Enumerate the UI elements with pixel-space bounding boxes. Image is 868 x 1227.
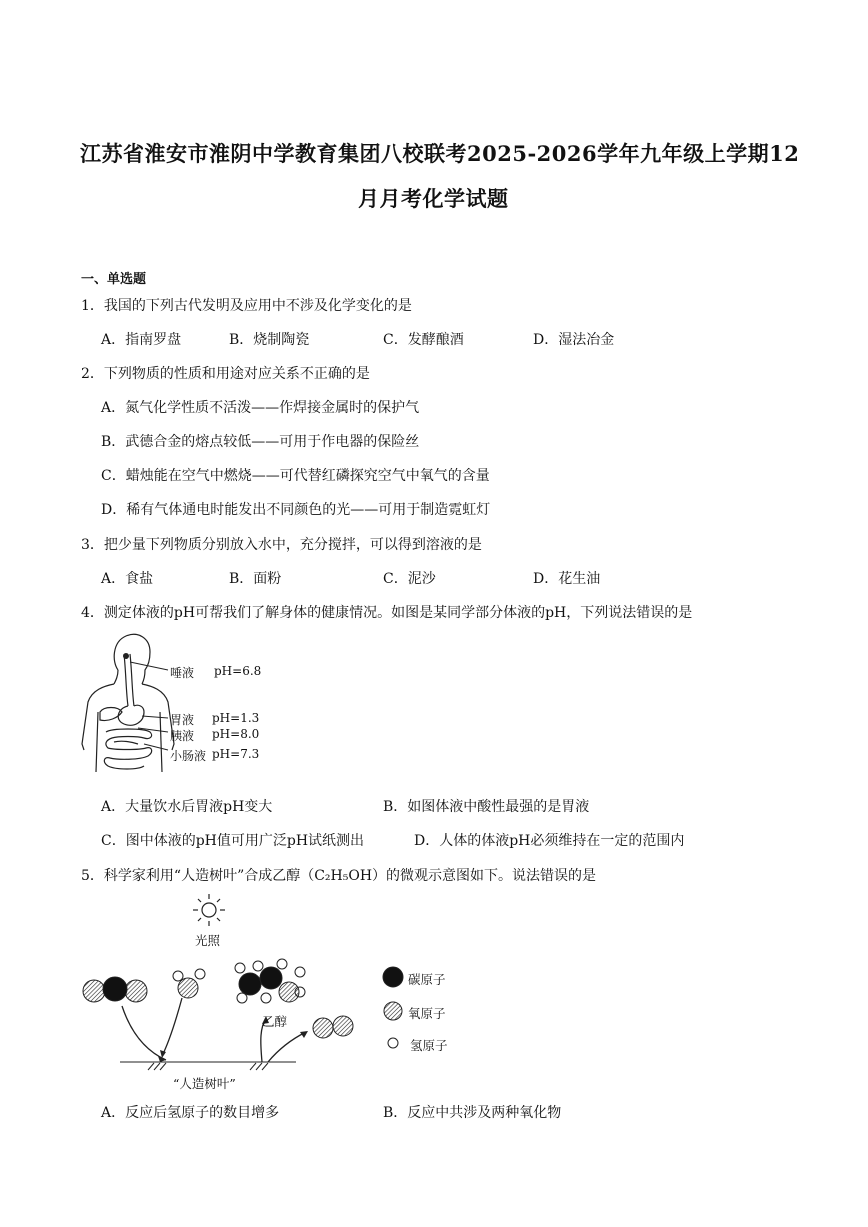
saliva-gland-mark xyxy=(123,653,129,659)
intestinal-label: 小肠液 xyxy=(170,749,207,763)
question-1-option-b: B．烧制陶瓷 xyxy=(229,332,310,348)
question-3-option-b: B．面粉 xyxy=(229,571,282,587)
question-1-option-d: D．湿法冶金 xyxy=(533,332,615,348)
question-1-option-a: A．指南罗盘 xyxy=(101,332,182,348)
question-2-stem: 2．下列物质的性质和用途对应关系不正确的是 xyxy=(81,366,370,382)
question-4-option-d: D．人体的体液pH必须维持在一定的范围内 xyxy=(414,833,685,849)
h2o-molecule xyxy=(173,969,205,998)
question-4-option-b: B．如图体液中酸性最强的是胃液 xyxy=(383,799,590,815)
gastric-ph: pH=1.3 xyxy=(212,711,260,725)
question-3-option-a: A．食盐 xyxy=(101,571,154,587)
question-4-option-a: A．大量饮水后胃液pH变大 xyxy=(101,799,273,815)
legend-hydrogen-label: 氢原子 xyxy=(410,1038,448,1053)
question-2-option-b: B．武德合金的熔点较低——可用于作电器的保险丝 xyxy=(101,434,420,450)
page-title-line1: 江苏省淮安市淮阴中学教育集团八校联考2025-2026学年九年级上学期12 xyxy=(80,141,800,166)
gastric-label: 胃液 xyxy=(170,713,195,727)
legend-carbon-label: 碳原子 xyxy=(408,972,446,987)
question-2-option-d: D．稀有气体通电时能发出不同颜色的光——可用于制造霓虹灯 xyxy=(101,502,491,518)
intestinal-ph: pH=7.3 xyxy=(212,747,260,761)
reaction-arrows xyxy=(122,998,306,1062)
artificial-leaf-diagram xyxy=(70,890,490,1090)
pancreatic-ph: pH=8.0 xyxy=(212,727,260,741)
question-2-option-c: C．蜡烛能在空气中燃烧——可代替红磷探究空气中氧气的含量 xyxy=(101,468,490,484)
question-3-stem: 3．把少量下列物质分别放入水中，充分搅拌，可以得到溶液的是 xyxy=(81,537,482,553)
saliva-label: 唾液 xyxy=(170,666,195,680)
artificial-leaf-label: “人造树叶” xyxy=(173,1076,236,1091)
ethanol-molecule xyxy=(235,959,305,1003)
section-heading: 一、单选题 xyxy=(81,272,147,287)
legend-symbols xyxy=(383,967,403,1048)
sun-icon xyxy=(193,894,225,926)
legend-oxygen-label: 氧原子 xyxy=(408,1006,446,1021)
question-4-option-c: C．图中体液的pH值可用广泛pH试纸测出 xyxy=(101,833,365,849)
pancreatic-label: 胰液 xyxy=(170,729,195,743)
question-3-option-c: C．泥沙 xyxy=(383,571,436,587)
question-5-option-a: A．反应后氢原子的数目增多 xyxy=(101,1105,280,1121)
question-5-stem: 5．科学家利用“人造树叶”合成乙醇（C₂H₅OH）的微观示意图如下。说法错误的是 xyxy=(81,868,597,884)
ethanol-label: 乙醇 xyxy=(262,1014,288,1029)
co2-molecule xyxy=(83,977,147,1002)
light-label: 光照 xyxy=(195,933,221,948)
question-4-stem: 4．测定体液的pH可帮我们了解身体的健康情况。如图是某同学部分体液的pH，下列说法错误的是 xyxy=(81,605,693,621)
question-1-option-c: C．发酵酿酒 xyxy=(383,332,464,348)
o2-molecule xyxy=(313,1016,353,1038)
question-1-stem: 1．我国的下列古代发明及应用中不涉及化学变化的是 xyxy=(81,298,412,314)
question-5-option-b: B．反应中共涉及两种氧化物 xyxy=(383,1105,562,1121)
question-3-option-d: D．花生油 xyxy=(533,571,601,587)
saliva-ph: pH=6.8 xyxy=(214,664,262,678)
question-2-option-a: A．氮气化学性质不活泼——作焊接金属时的保护气 xyxy=(101,400,420,416)
leaf-surface xyxy=(120,1062,296,1070)
page-title-line2: 月月考化学试题 xyxy=(358,186,509,211)
